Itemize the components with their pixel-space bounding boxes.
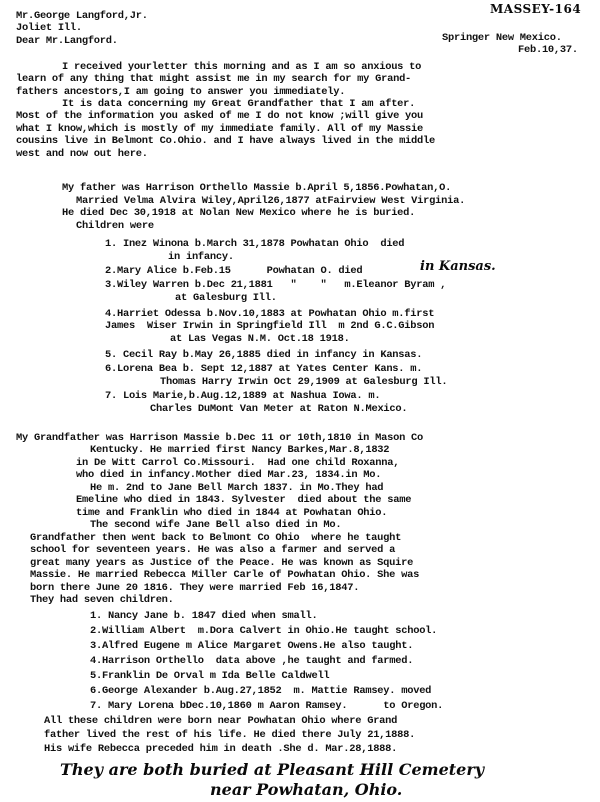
- grandfather-line: born there June 20 1816. They were married Feb 16,1847.: [30, 582, 360, 594]
- grandfather-line: 6.George Alexander b.Aug.27,1852 m. Mattie Ramsey. moved: [90, 685, 432, 697]
- grandfather-line: 5.Franklin De Orval m Ida Belle Caldwell: [90, 670, 330, 682]
- intro-line: west and now out here.: [16, 148, 148, 160]
- grandfather-line: The second wife Jane Bell also died in Mo.: [90, 519, 342, 531]
- father-line: James Wiser Irwin in Springfield Ill m 2nd G.C.Gibson: [105, 320, 435, 332]
- father-line: in infancy.: [168, 251, 234, 263]
- handwritten-kansas: in Kansas.: [420, 259, 496, 274]
- grandfather-line: Emeline who died in 1843. Sylvester died about the same: [76, 494, 412, 506]
- letter-place: Springer New Mexico.: [442, 32, 562, 44]
- father-line: Married Velma Alvira Wiley,April26,1877 atFairview West Virginia.: [76, 195, 466, 207]
- intro-line: cousins live in Belmont Co.Ohio. and I have always lived in the middle: [16, 135, 435, 147]
- intro-line: fathers ancestors,I am going to answer you immediately.: [16, 86, 346, 98]
- grandfather-line: great many years as Justice of the Peace. He was known as Squire: [30, 557, 414, 569]
- grandfather-line: in De Witt Carrol Co.Missouri. Had one child Roxanna,: [76, 457, 400, 469]
- father-line: 2.Mary Alice b.Feb.15 Powhatan O. died: [105, 265, 363, 277]
- father-line: Thomas Harry Irwin Oct 29,1909 at Galesburg Ill.: [160, 376, 448, 388]
- intro-line: I received yourletter this morning and as I am so anxious to: [62, 61, 422, 73]
- father-line: at Las Vegas N.M. Oct.18 1918.: [170, 333, 350, 345]
- father-line: 3.Wiley Warren b.Dec 21,1881 " " m.Eleanor Byram ,: [105, 279, 447, 291]
- father-line: Charles DuMont Van Meter at Raton N.Mexico.: [150, 403, 408, 415]
- grandfather-line: 7. Mary Lorena bDec.10,1860 m Aaron Ramsey. to Oregon.: [90, 700, 444, 712]
- grandfather-line: Grandfather then went back to Belmont Co Ohio where he taught: [30, 532, 402, 544]
- father-line: 7. Lois Marie,b.Aug.12,1889 at Nashua Iowa. m.: [105, 390, 381, 402]
- grandfather-line: school for seventeen years. He was also a farmer and served a: [30, 544, 396, 556]
- grandfather-line: Massie. He married Rebecca Miller Carle of Powhatan Ohio. She was: [30, 569, 420, 581]
- recipient-name: Mr.George Langford,Jr.: [16, 10, 148, 22]
- handwritten-closing: near Powhatan, Ohio.: [210, 780, 403, 799]
- letter-date: Feb.10,37.: [518, 44, 578, 56]
- grandfather-line: 1. Nancy Jane b. 1847 died when small.: [90, 610, 318, 622]
- grandfather-line: 2.William Albert m.Dora Calvert in Ohio.He taught school.: [90, 625, 438, 637]
- grandfather-line: His wife Rebecca preceded him in death .She d. Mar.28,1888.: [44, 743, 398, 755]
- grandfather-line: Kentucky. He married first Nancy Barkes,Mar.8,1832: [90, 444, 390, 456]
- intro-line: learn of any thing that might assist me in my search for my Grand-: [16, 73, 412, 85]
- intro-line: It is data concerning my Great Grandfather that I am after.: [62, 98, 416, 110]
- father-line: 6.Lorena Bea b. Sept 12,1887 at Yates Center Kans. m.: [105, 363, 423, 375]
- grandfather-line: 4.Harrison Orthello data above ,he taught and farmed.: [90, 655, 414, 667]
- grandfather-line: father lived the rest of his life. He died there July 21,1888.: [44, 729, 416, 741]
- intro-line: what I know,which is mostly of my immediate family. All of my Massie: [16, 123, 424, 135]
- intro-line: Most of the information you asked of me I do not know ;will give you: [16, 110, 424, 122]
- father-line: 5. Cecil Ray b.May 26,1885 died in infancy in Kansas.: [105, 349, 423, 361]
- father-line: Children were: [76, 220, 154, 232]
- father-line: at Galesburg Ill.: [175, 292, 277, 304]
- grandfather-line: My Grandfather was Harrison Massie b.Dec 11 or 10th,1810 in Mason Co: [16, 432, 424, 444]
- grandfather-line: 3.Alfred Eugene m Alice Margaret Owens.He also taught.: [90, 640, 414, 652]
- father-line: 1. Inez Winona b.March 31,1878 Powhatan Ohio died: [105, 238, 405, 250]
- grandfather-line: All these children were born near Powhatan Ohio where Grand: [44, 715, 398, 727]
- grandfather-line: who died in infancy.Mother died Mar.23, 1834.in Mo.: [76, 469, 382, 481]
- father-line: He died Dec 30,1918 at Nolan New Mexico where he is buried.: [62, 207, 416, 219]
- grandfather-line: time and Franklin who died in 1844 at Powhatan Ohio.: [76, 507, 388, 519]
- father-line: My father was Harrison Orthello Massie b.April 5,1856.Powhatan,O.: [62, 182, 452, 194]
- grandfather-line: He m. 2nd to Jane Bell March 1837. in Mo.They had: [90, 482, 384, 494]
- archive-annotation: MASSEY-164: [490, 2, 582, 16]
- father-line: 4.Harriet Odessa b.Nov.10,1883 at Powhatan Ohio m.first: [105, 308, 435, 320]
- salutation: Dear Mr.Langford.: [16, 35, 118, 47]
- handwritten-closing: They are both buried at Pleasant Hill Cemetery: [60, 760, 485, 779]
- grandfather-line: They had seven children.: [30, 594, 174, 606]
- recipient-city: Joliet Ill.: [16, 22, 82, 34]
